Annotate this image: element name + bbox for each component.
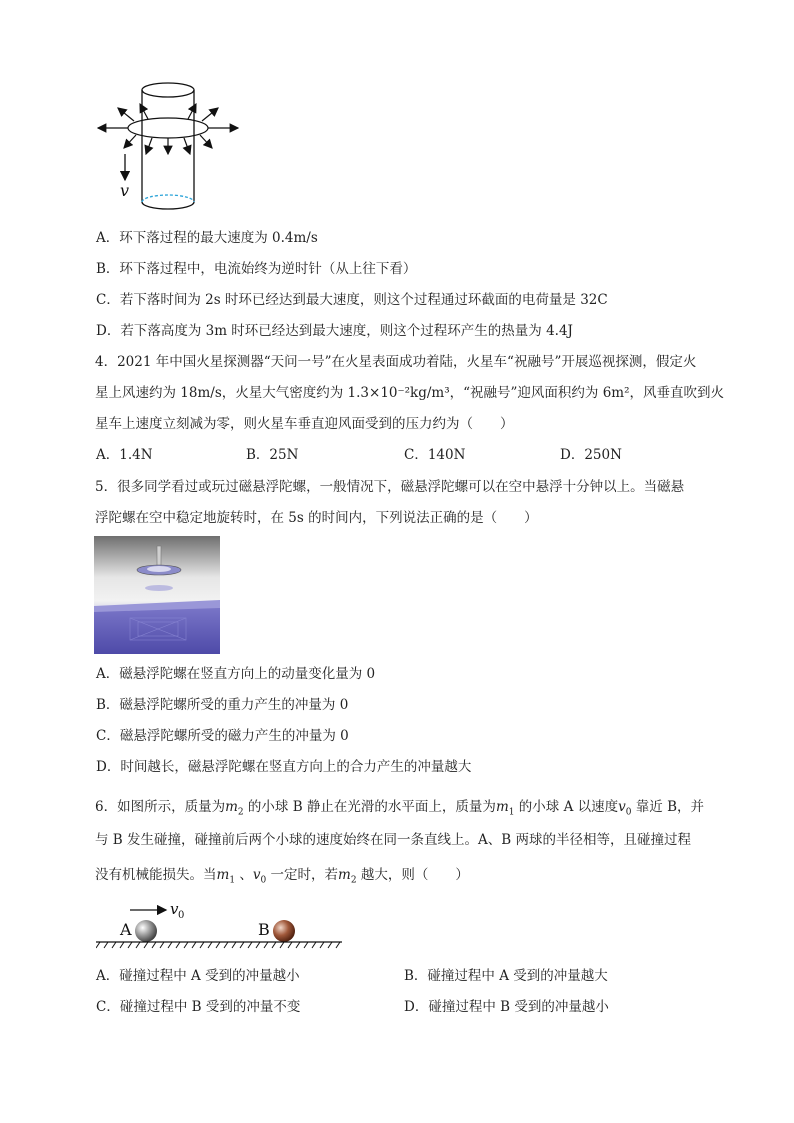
q6-stem-line1 bbox=[95, 797, 704, 823]
q3-option-a: A．环下落过程的最大速度为 0.4m/s bbox=[96, 230, 318, 246]
q4-stem-line2: 星上风速约为 18m/s，火星大气密度约为 1.3×10⁻²kg/m³，“祝融号”迎风面积约为 6m²，风垂直吹到火 bbox=[95, 385, 725, 401]
q4-option-a: A．1.4N bbox=[96, 447, 153, 463]
q5-option-c: C．磁悬浮陀螺所受的磁力产生的冲量为 0 bbox=[96, 728, 349, 744]
maglev-top-photo bbox=[94, 536, 220, 654]
q6-text: 没有机械能损失。当 bbox=[95, 867, 217, 883]
q5-option-b: B．磁悬浮陀螺所受的重力产生的冲量为 0 bbox=[96, 697, 349, 713]
q6-text: 6．如图所示，质量为 bbox=[95, 799, 226, 815]
q6-subscript: 1 bbox=[508, 807, 515, 818]
q4-option-d: D．250N bbox=[560, 447, 622, 463]
q6-stem-line3 bbox=[95, 865, 469, 891]
q6-option-c: C．碰撞过程中 B 受到的冲量不变 bbox=[96, 999, 301, 1015]
q6-subscript: 2 bbox=[237, 807, 244, 818]
q6-option-a: A．碰撞过程中 A 受到的冲量越小 bbox=[96, 968, 300, 984]
q5-option-a: A．磁悬浮陀螺在竖直方向上的动量变化量为 0 bbox=[96, 666, 376, 682]
v0-label: v bbox=[170, 900, 179, 918]
q6-symbol: m bbox=[216, 867, 230, 883]
q5-stem-line2: 浮陀螺在空中稳定地旋转时，在 5s 的时间内，下列说法正确的是（ ） bbox=[95, 510, 538, 526]
q5-stem-line1: 5．很多同学看过或玩过磁悬浮陀螺，一般情况下，磁悬浮陀螺可以在空中悬浮十分钟以上。当磁悬 bbox=[95, 479, 685, 495]
ball-b-label: B bbox=[258, 920, 270, 939]
ball-a-label: A bbox=[120, 920, 132, 939]
q4-option-b: B．25N bbox=[246, 447, 299, 463]
q6-option-d: D．碰撞过程中 B 受到的冲量越小 bbox=[404, 999, 609, 1015]
q6-symbol: m bbox=[495, 799, 509, 815]
q6-symbol: v bbox=[618, 799, 626, 815]
q5-option-d: D．时间越长，磁悬浮陀螺在竖直方向上的合力产生的冲量越大 bbox=[96, 759, 472, 775]
q6-stem-line2: 与 B 发生碰撞，碰撞前后两个小球的速度始终在同一条直线上。A、B 两球的半径相等，且碰撞过程 bbox=[95, 832, 691, 848]
q6-subscript: 1 bbox=[229, 875, 236, 886]
q6-text: 越大，则（ ） bbox=[356, 867, 469, 883]
q3-option-c: C．若下落时间为 2s 时环已经达到最大速度，则这个过程通过环截面的电荷量是 32C bbox=[96, 292, 608, 308]
q6-text: 的小球 A 以速度 bbox=[514, 799, 619, 815]
q6-text: 一定时，若 bbox=[266, 867, 339, 883]
q6-text: 的小球 B 静止在光滑的水平面上，质量为 bbox=[243, 799, 496, 815]
q4-stem-line1: 4．2021 年中国火星探测器“天问一号”在火星表面成功着陆，火星车“祝融号”开展巡视探测，假定火 bbox=[95, 354, 697, 370]
q4-option-c: C．140N bbox=[404, 447, 466, 463]
q6-symbol: v bbox=[252, 867, 261, 883]
q4-stem-line3: 星车上速度立刻减为零，则火星车垂直迎风面受到的压力约为（ ） bbox=[95, 416, 514, 432]
q6-subscript: 0 bbox=[625, 807, 632, 818]
collision-figure bbox=[96, 898, 346, 958]
q6-subscript: 0 bbox=[260, 875, 267, 886]
q6-text: 靠近 B，并 bbox=[631, 799, 704, 815]
q6-symbol: m bbox=[338, 867, 351, 883]
q3-option-b: B．环下落过程中，电流始终为逆时针（从上往下看） bbox=[96, 261, 417, 277]
q6-option-b: B．碰撞过程中 A 受到的冲量越大 bbox=[404, 968, 608, 984]
velocity-label: v bbox=[120, 181, 130, 200]
ring-cylinder-figure bbox=[90, 78, 250, 218]
q6-symbol: m bbox=[225, 799, 238, 815]
q6-text: 、 bbox=[235, 867, 253, 883]
v0-label-sub: 0 bbox=[178, 910, 185, 921]
q3-option-d: D．若下落高度为 3m 时环已经达到最大速度，则这个过程环产生的热量为 4.4J bbox=[96, 323, 573, 339]
q6-subscript: 2 bbox=[350, 875, 357, 886]
